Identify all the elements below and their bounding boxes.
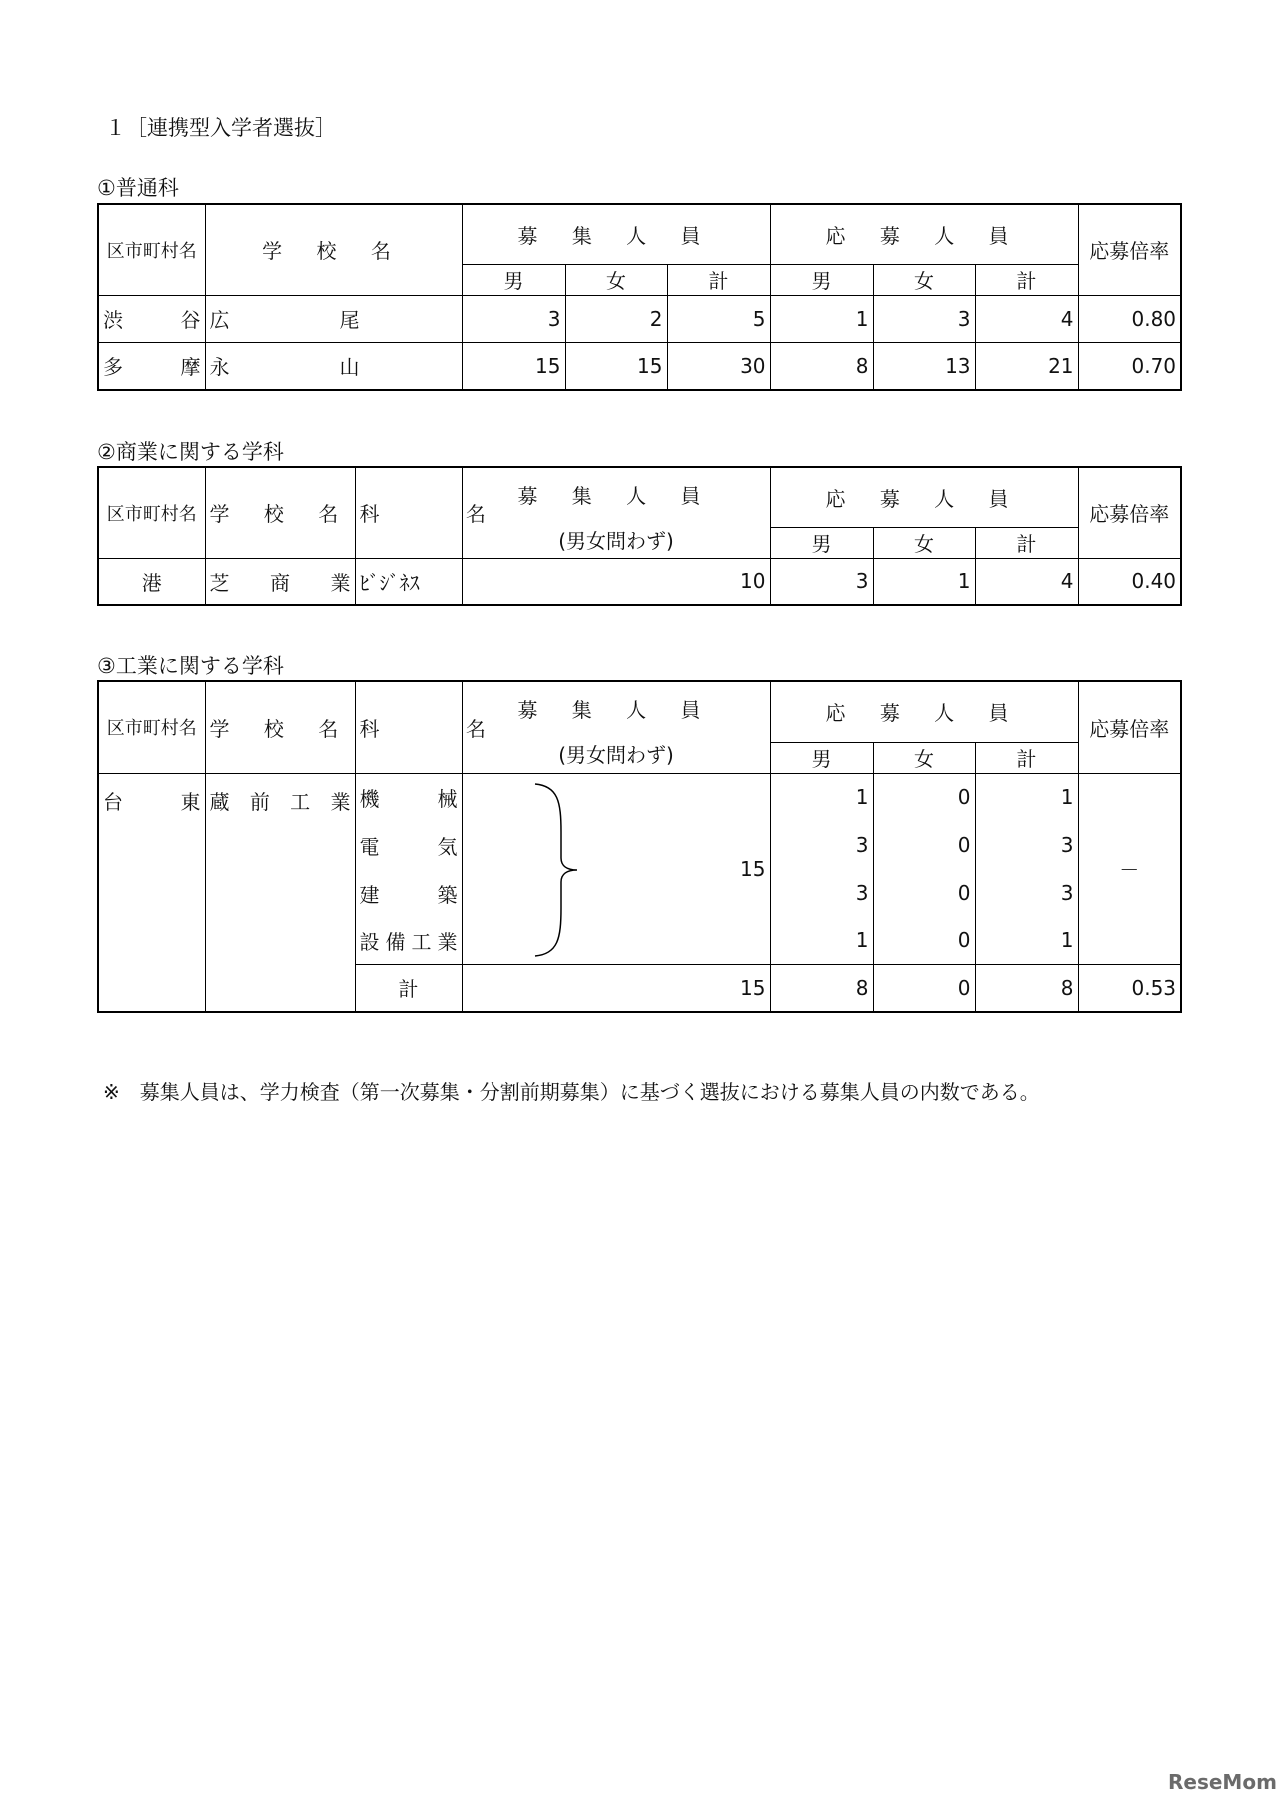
apply-male: 3	[770, 821, 873, 869]
header-apply-male: 男	[770, 742, 873, 773]
header-ratio: 応募倍率	[1078, 681, 1181, 773]
group-recruit-value: 15	[740, 856, 766, 881]
recruit-total: 30	[667, 342, 770, 390]
header-ratio: 応募倍率	[1078, 204, 1181, 295]
header-apply-total: 計	[975, 742, 1078, 773]
recruit-male: 15	[462, 342, 565, 390]
apply-total: 3	[975, 821, 1078, 869]
header-apply-female: 女	[873, 527, 975, 558]
header-district: 区市町村名	[98, 681, 205, 773]
school: 蔵前工業	[205, 773, 355, 1012]
header-district: 区市町村名	[98, 467, 205, 558]
apply-female: 0	[873, 821, 975, 869]
header-course: 科 名	[355, 467, 462, 558]
table-row	[98, 342, 1181, 390]
header-apply-total: 計	[975, 527, 1078, 558]
apply-total: 1	[975, 917, 1078, 964]
ratio: 0.80	[1078, 295, 1181, 342]
district: 多摩	[98, 342, 205, 390]
header-apply: 応 募 人 員	[770, 467, 1078, 527]
school: 芝商業	[205, 558, 355, 605]
header-recruit-female: 女	[565, 264, 667, 295]
table-commerce	[97, 466, 1182, 606]
table-industry	[97, 680, 1182, 1013]
header-recruit-label: 募 集 人 員	[517, 484, 715, 508]
ratio: 0.40	[1078, 558, 1181, 605]
table-row	[98, 295, 1181, 342]
header-school: 学 校 名	[205, 467, 355, 558]
apply-female: 0	[873, 917, 975, 964]
recruit-female: 2	[565, 295, 667, 342]
brace-icon	[533, 782, 583, 958]
recruit: 10	[462, 558, 770, 605]
course: 建築	[355, 869, 462, 917]
header-school: 学 校 名	[205, 681, 355, 773]
watermark-logo: ReseMom	[1168, 1770, 1277, 1794]
table-row	[98, 773, 1181, 821]
apply-male: 3	[770, 558, 873, 605]
header-apply-male: 男	[770, 264, 873, 295]
ratio: 0.70	[1078, 342, 1181, 390]
recruit-female: 15	[565, 342, 667, 390]
header-apply-female: 女	[873, 742, 975, 773]
header-district: 区市町村名	[98, 204, 205, 295]
school	[205, 295, 470, 342]
apply-female: 3	[873, 295, 975, 342]
school	[205, 342, 470, 390]
district: 渋谷	[98, 295, 205, 342]
table-row	[98, 558, 1181, 605]
district: 台東	[98, 773, 205, 1012]
total-label: 計	[355, 964, 462, 1012]
header-apply: 応 募 人 員	[770, 681, 1078, 742]
total-ratio: 0.53	[1078, 964, 1181, 1012]
total-apply-female: 0	[873, 964, 975, 1012]
page-title: １［連携型入学者選抜］	[105, 116, 336, 140]
total-apply-male: 8	[770, 964, 873, 1012]
section-label-industry: ③工業に関する学科	[97, 654, 284, 678]
section-label-general: ①普通科	[97, 176, 179, 200]
header-recruit-label: 募 集 人 員	[517, 698, 715, 722]
header-apply: 応 募 人 員	[770, 204, 1078, 264]
recruit-total: 5	[667, 295, 770, 342]
apply-male: 1	[770, 773, 873, 821]
header-apply-male: 男	[770, 527, 873, 558]
apply-male: 8	[770, 342, 873, 390]
header-ratio: 応募倍率	[1078, 467, 1181, 558]
group-recruit	[462, 773, 770, 964]
apply-female: 0	[873, 869, 975, 917]
header-apply-female: 女	[873, 264, 975, 295]
recruit-male: 3	[462, 295, 565, 342]
school-name: 広尾	[209, 308, 470, 332]
section-label-commerce: ②商業に関する学科	[97, 440, 284, 464]
course: 機械	[355, 773, 462, 821]
apply-male: 3	[770, 869, 873, 917]
apply-total: 4	[975, 558, 1078, 605]
group-ratio: －	[1078, 773, 1181, 964]
apply-male: 1	[770, 295, 873, 342]
header-course: 科 名	[355, 681, 462, 773]
total-apply-total: 8	[975, 964, 1078, 1012]
apply-male: 1	[770, 917, 873, 964]
apply-total: 1	[975, 773, 1078, 821]
header-recruit-note: (男女問わず)	[558, 529, 674, 553]
apply-total: 21	[975, 342, 1078, 390]
header-recruit-male: 男	[462, 264, 565, 295]
apply-total: 4	[975, 295, 1078, 342]
school-name: 永山	[209, 355, 470, 380]
table-general	[97, 203, 1182, 391]
apply-total: 3	[975, 869, 1078, 917]
total-recruit: 15	[462, 964, 770, 1012]
header-apply-total: 計	[975, 264, 1078, 295]
apply-female: 0	[873, 773, 975, 821]
header-recruit: 募 集 人 員	[462, 204, 770, 264]
apply-female: 1	[873, 558, 975, 605]
district: 港	[98, 558, 205, 605]
course: ﾋﾞｼﾞﾈｽ	[355, 558, 462, 605]
header-school: 学 校 名	[205, 204, 462, 295]
course: 電気	[355, 821, 462, 869]
footnote: ※ 募集人員は、学力検査（第一次募集・分割前期募集）に基づく選抜における募集人員の内数である。	[103, 1080, 1040, 1104]
course: 設備工業	[355, 917, 462, 964]
header-recruit-total: 計	[667, 264, 770, 295]
apply-female: 13	[873, 342, 975, 390]
header-recruit-note: (男女問わず)	[558, 743, 674, 767]
